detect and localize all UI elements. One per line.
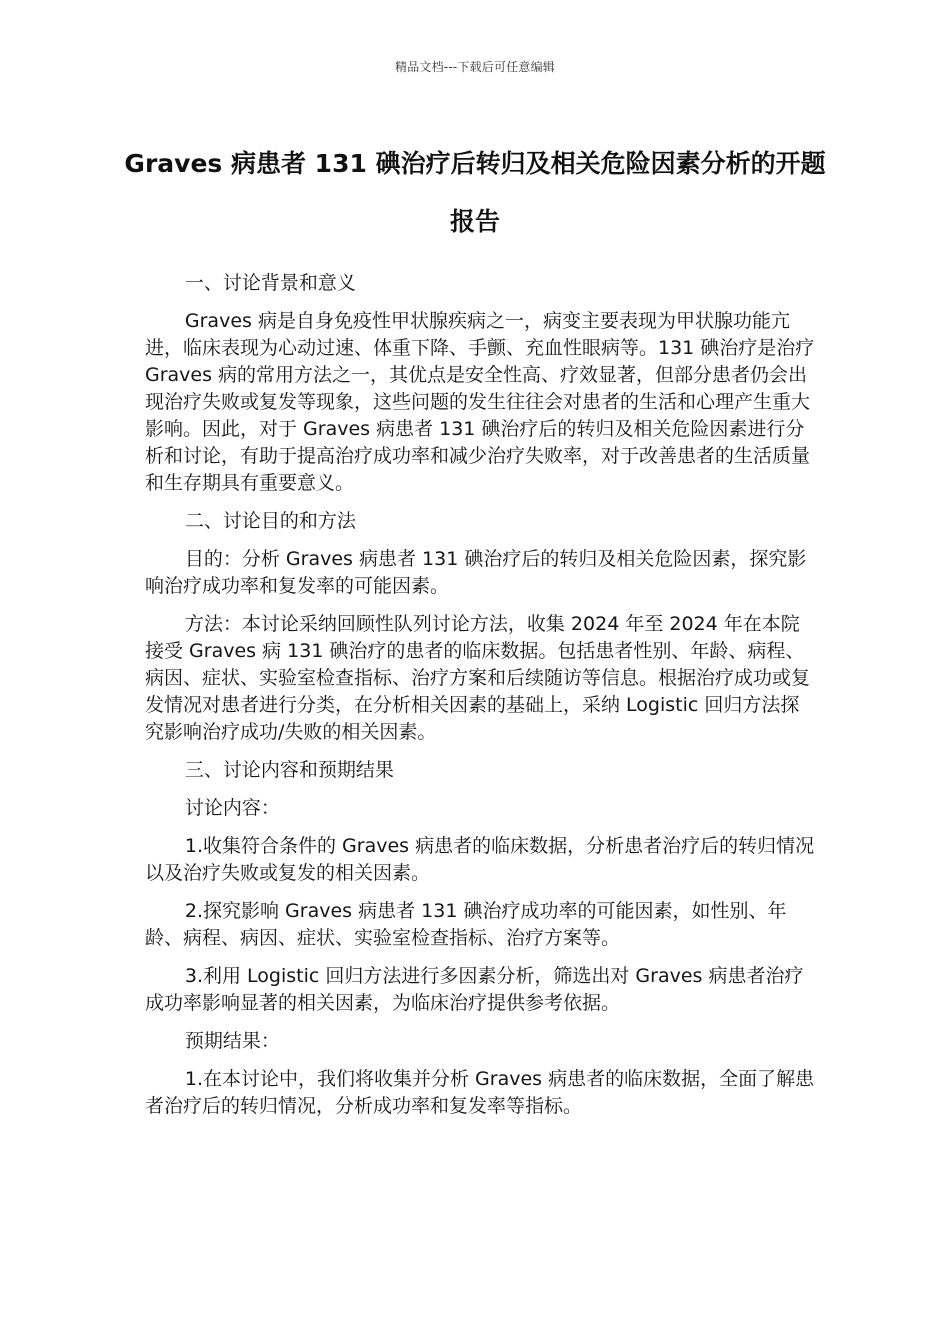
paragraph-purpose: 目的：分析 Graves 病患者 131 碘治疗后的转归及相关危险因素，探究影响治疗成功率和复发率的可能因素。 (145, 548, 807, 597)
section-heading-purpose-method: 二、讨论目的和方法 (184, 510, 356, 532)
paragraph-background: Graves 病是自身免疫性甲状腺疾病之一，病变主要表现为甲状腺功能亢进，临床表现为心动过速、体重下降、手颤、充血性眼病等。131 碘治疗是治疗 Graves 病的常用方法之一，其优点是安全性高、疗效显著，但部分患者仍会出现治疗失败或复发等现象，这些问题的发生往往会对患者的生活和心理产生重大影响。因此，对于 Graves 病患者 131 碘治疗后的转归及相关危险因素进行分析和讨论，有助于提高治疗成功率和减少治疗失败率，对于改善患者的生活质量和生存期具有重要意义。 (145, 310, 815, 494)
list-item-result-1: 1.在本讨论中，我们将收集并分析 Graves 病患者的临床数据，全面了解患者治疗后的转归情况，分析成功率和复发率等指标。 (145, 1068, 815, 1117)
document-title: Graves 病患者 131 碘治疗后转归及相关危险因素分析的开题报告 (124, 149, 826, 236)
list-item-content-3: 3.利用 Logistic 回归方法进行多因素分析，筛选出对 Graves 病患者治疗成功率影响显著的相关因素，为临床治疗提供参考依据。 (145, 965, 804, 1014)
paragraph-method: 方法：本讨论采纳回顾性队列讨论方法，收集 2024 年至 2024 年在本院接受 Graves 病 131 碘治疗的患者的临床数据。包括患者性别、年龄、病程、病因、症状、实验室检查指标、治疗方案和后续随访等信息。根据治疗成功或复发情况对患者进行分类，在分析相关因素的基础上，采纳 Logistic 回归方法探究影响治疗成功/失败的相关因素。 (145, 613, 811, 743)
section-heading-content-results: 三、讨论内容和预期结果 (184, 759, 394, 781)
subheading-research-content: 讨论内容： (184, 797, 280, 819)
list-item-content-2: 2.探究影响 Graves 病患者 131 碘治疗成功率的可能因素，如性别、年龄、病程、病因、症状、实验室检查指标、治疗方案等。 (145, 900, 787, 949)
section-heading-background: 一、讨论背景和意义 (184, 272, 356, 294)
subheading-expected-results: 预期结果： (184, 1030, 280, 1052)
document-body (145, 270, 817, 1131)
list-item-content-1: 1.收集符合条件的 Graves 病患者的临床数据，分析患者治疗后的转归情况以及治疗失败或复发的相关因素。 (145, 835, 815, 884)
page-header-note: 精品文档---下载后可任意编辑 (395, 60, 555, 74)
